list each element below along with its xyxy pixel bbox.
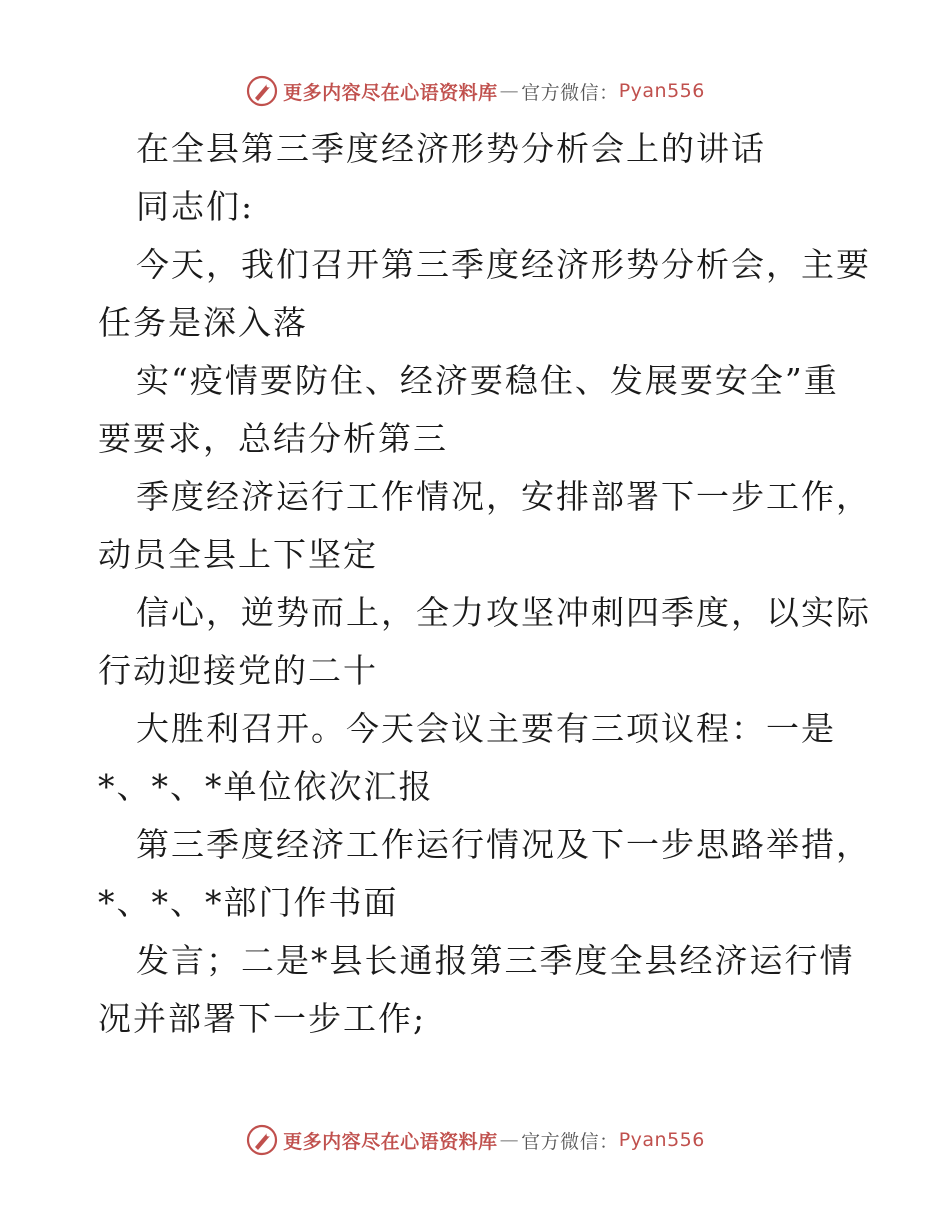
salutation: 同志们: xyxy=(136,187,255,226)
text-line: 要要求，总结分析第三 xyxy=(98,419,448,458)
watermark-separator: — xyxy=(499,1129,520,1151)
watermark-official-label: 官方微信： xyxy=(521,1130,619,1153)
text-line: 第三季度经济工作运行情况及下一步思路举措， xyxy=(136,825,871,864)
watermark-wechat-id: Pyan556 xyxy=(618,80,705,102)
pen-nib-icon xyxy=(245,1123,279,1157)
text-line: 发言；二是*县长通报第三季度全县经济运行情 xyxy=(136,941,855,980)
watermark-brand-text: 更多内容尽在心语资料库 xyxy=(283,81,498,104)
text-line: 今天，我们召开第三季度经济形势分析会，主要 xyxy=(136,245,871,284)
paragraph-lines xyxy=(98,236,871,1048)
document-title: 在全县第三季度经济形势分析会上的讲话 xyxy=(136,129,766,168)
pen-nib-icon xyxy=(245,74,279,108)
watermark-wechat-id: Pyan556 xyxy=(618,1129,705,1151)
text-line: 任务是深入落 xyxy=(98,303,308,342)
text-line: 实“疫情要防住、经济要稳住、发展要安全”重 xyxy=(136,361,839,400)
text-line: 行动迎接党的二十 xyxy=(98,651,378,690)
document-body xyxy=(98,120,871,1048)
watermark-official-label: 官方微信： xyxy=(521,81,619,104)
text-line: *、*、*单位依次汇报 xyxy=(98,767,434,806)
text-line: 季度经济运行工作情况，安排部署下一步工作， xyxy=(136,477,871,516)
watermark-separator: — xyxy=(499,80,520,102)
text-line: 况并部署下一步工作; xyxy=(98,999,427,1038)
text-line: *、*、*部门作书面 xyxy=(98,883,399,922)
header-watermark xyxy=(0,71,950,111)
watermark-brand-text: 更多内容尽在心语资料库 xyxy=(283,1130,498,1153)
footer-watermark xyxy=(0,1120,950,1160)
text-line: 信心，逆势而上，全力攻坚冲刺四季度，以实际 xyxy=(136,593,871,632)
text-line: 动员全县上下坚定 xyxy=(98,535,378,574)
text-line: 大胜利召开。今天会议主要有三项议程：一是 xyxy=(136,709,836,748)
